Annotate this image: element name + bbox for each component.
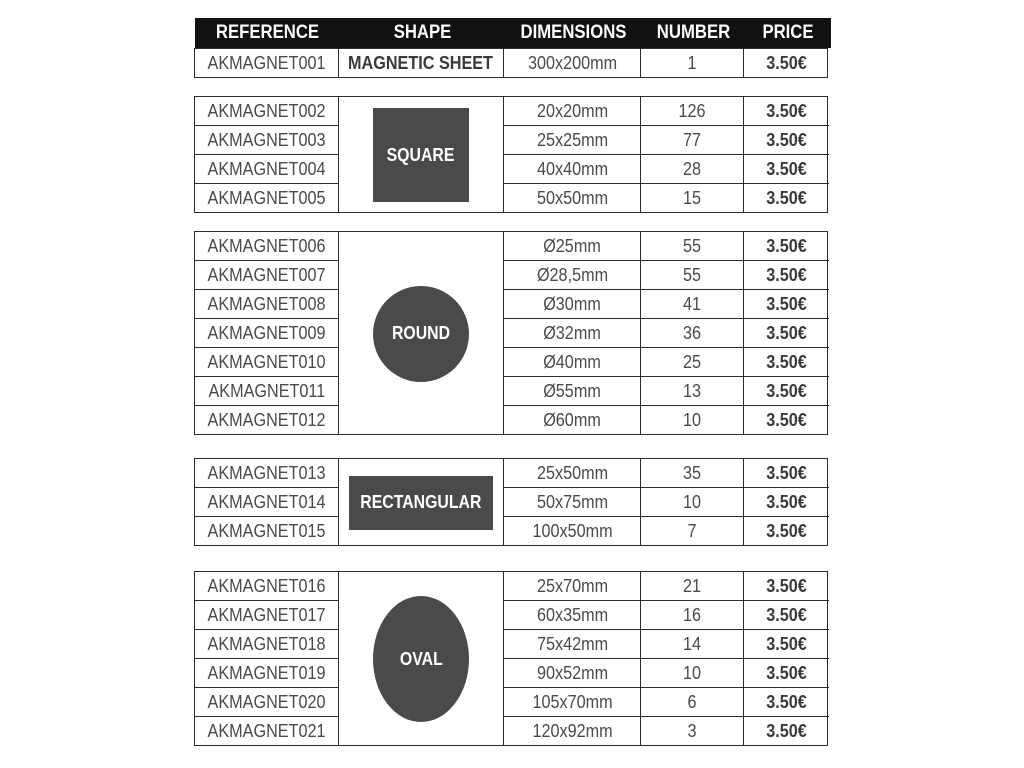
dimensions-cell-text: 25x70mm (536, 576, 609, 596)
round-shape-icon (373, 286, 469, 382)
shape-label-text: MAGNETIC SHEET (348, 53, 494, 73)
price-cell (744, 184, 829, 213)
number-cell-text: 126 (678, 101, 707, 121)
number-cell (641, 659, 744, 688)
reference-cell (195, 97, 338, 126)
reference-cell-text: AKMAGNET020 (207, 692, 326, 712)
reference-cell-text: AKMAGNET001 (207, 53, 326, 73)
number-cell-text: 16 (683, 605, 702, 625)
header-number: NUMBER (656, 22, 731, 43)
number-cell (641, 319, 744, 348)
dimensions-cell (504, 717, 641, 746)
number-cell-text: 7 (687, 521, 697, 541)
price-cell-text: 3.50€ (766, 130, 807, 150)
number-cell (641, 232, 744, 261)
price-cell-text: 3.50€ (766, 159, 807, 179)
dimensions-cell-text: 105x70mm (532, 692, 613, 712)
dimensions-cell (504, 572, 641, 601)
price-cell (744, 688, 829, 717)
number-cell-text: 25 (683, 352, 702, 372)
price-cell-text: 3.50€ (766, 265, 807, 285)
reference-cell-text: AKMAGNET014 (207, 492, 326, 512)
reference-cell (195, 488, 338, 517)
number-cell (641, 601, 744, 630)
number-cell (641, 184, 744, 213)
group-rect (194, 458, 828, 546)
price-cell-text: 3.50€ (766, 188, 807, 208)
reference-cell (195, 659, 338, 688)
dimensions-cell-text: 25x50mm (536, 463, 609, 483)
price-cell (744, 49, 829, 78)
price-cell (744, 517, 829, 546)
number-cell (641, 406, 744, 435)
dimensions-cell-text: 300x200mm (527, 53, 618, 73)
price-cell (744, 630, 829, 659)
reference-cell (195, 459, 338, 488)
dimensions-cell-text: 75x42mm (536, 634, 609, 654)
price-cell (744, 601, 829, 630)
number-cell (641, 717, 744, 746)
dimensions-cell-text: Ø40mm (543, 352, 602, 372)
price-cell (744, 126, 829, 155)
number-cell (641, 155, 744, 184)
number-cell (641, 126, 744, 155)
number-cell-text: 55 (683, 265, 702, 285)
price-cell (744, 232, 829, 261)
dimensions-cell-text: Ø25mm (543, 236, 602, 256)
price-cell-text: 3.50€ (766, 521, 807, 541)
price-cell-text: 3.50€ (766, 101, 807, 121)
number-cell-text: 6 (687, 692, 697, 712)
price-cell-text: 3.50€ (766, 721, 807, 741)
header-shape: SHAPE (393, 22, 452, 43)
dimensions-cell (504, 155, 641, 184)
price-cell-text: 3.50€ (766, 605, 807, 625)
number-cell (641, 488, 744, 517)
number-cell-text: 10 (683, 410, 702, 430)
price-cell-text: 3.50€ (766, 463, 807, 483)
reference-cell-text: AKMAGNET021 (207, 721, 326, 741)
price-cell-text: 3.50€ (766, 323, 807, 343)
oval-shape-icon (373, 596, 469, 722)
shape-cell (339, 49, 503, 78)
number-cell-text: 21 (683, 576, 702, 596)
price-cell (744, 97, 829, 126)
reference-cell (195, 572, 338, 601)
reference-cell (195, 155, 338, 184)
reference-cell (195, 319, 338, 348)
dimensions-cell (504, 601, 641, 630)
price-cell (744, 488, 829, 517)
price-cell (744, 319, 829, 348)
price-cell-text: 3.50€ (766, 410, 807, 430)
group-round (194, 231, 828, 435)
reference-cell-text: AKMAGNET010 (207, 352, 326, 372)
number-cell (641, 49, 744, 78)
price-cell (744, 717, 829, 746)
reference-cell-text: AKMAGNET016 (207, 576, 326, 596)
number-cell (641, 459, 744, 488)
number-cell (641, 377, 744, 406)
reference-cell (195, 377, 338, 406)
shape-label-magnetic-sheet (339, 49, 503, 78)
shape-cell (339, 232, 503, 435)
header-price: PRICE (762, 22, 814, 43)
shape-cell (339, 459, 503, 546)
reference-cell (195, 406, 338, 435)
price-cell (744, 377, 829, 406)
shape-label-text: ROUND (391, 323, 451, 343)
dimensions-cell-text: Ø32mm (543, 323, 602, 343)
shape-label-text: SQUARE (387, 144, 455, 165)
number-cell-text: 1 (687, 53, 697, 73)
dimensions-cell (504, 630, 641, 659)
price-cell (744, 459, 829, 488)
reference-cell-text: AKMAGNET004 (207, 159, 326, 179)
reference-cell (195, 630, 338, 659)
dimensions-cell (504, 126, 641, 155)
number-cell (641, 517, 744, 546)
reference-cell-text: AKMAGNET006 (207, 236, 326, 256)
price-cell (744, 261, 829, 290)
reference-cell-text: AKMAGNET017 (207, 605, 326, 625)
price-cell (744, 572, 829, 601)
number-cell (641, 97, 744, 126)
price-cell-text: 3.50€ (766, 294, 807, 314)
shape-cell (339, 572, 503, 746)
dimensions-cell-text: 20x20mm (536, 101, 609, 121)
reference-cell-text: AKMAGNET012 (207, 410, 326, 430)
dimensions-cell (504, 688, 641, 717)
price-cell-text: 3.50€ (766, 634, 807, 654)
number-cell-text: 14 (683, 634, 702, 654)
number-cell-text: 15 (683, 188, 702, 208)
price-cell-text: 3.50€ (766, 352, 807, 372)
square-shape-icon (373, 108, 469, 202)
number-cell (641, 572, 744, 601)
rectangular-shape-icon (349, 476, 493, 530)
reference-cell-text: AKMAGNET013 (207, 463, 326, 483)
price-cell-text: 3.50€ (766, 53, 807, 73)
reference-cell-text: AKMAGNET003 (207, 130, 326, 150)
reference-cell-text: AKMAGNET007 (207, 265, 326, 285)
number-cell-text: 3 (687, 721, 697, 741)
dimensions-cell (504, 406, 641, 435)
reference-cell-text: AKMAGNET008 (207, 294, 326, 314)
reference-cell (195, 232, 338, 261)
reference-cell-text: AKMAGNET019 (207, 663, 326, 683)
price-cell-text: 3.50€ (766, 663, 807, 683)
reference-cell (195, 517, 338, 546)
price-cell (744, 659, 829, 688)
number-cell (641, 261, 744, 290)
header-dimensions: DIMENSIONS (520, 22, 627, 43)
dimensions-cell-text: Ø30mm (543, 294, 602, 314)
number-cell (641, 688, 744, 717)
dimensions-cell (504, 184, 641, 213)
dimensions-cell-text: 60x35mm (536, 605, 609, 625)
price-cell (744, 290, 829, 319)
price-cell (744, 406, 829, 435)
reference-cell-text: AKMAGNET011 (208, 381, 325, 401)
shape-label-text: RECTANGULAR (360, 492, 482, 512)
price-cell-text: 3.50€ (766, 236, 807, 256)
number-cell-text: 41 (683, 294, 702, 314)
number-cell-text: 55 (683, 236, 702, 256)
dimensions-cell (504, 517, 641, 546)
number-cell-text: 36 (683, 323, 702, 343)
reference-cell-text: AKMAGNET002 (207, 101, 326, 121)
dimensions-cell (504, 49, 641, 78)
dimensions-cell (504, 97, 641, 126)
price-cell-text: 3.50€ (766, 492, 807, 512)
reference-cell-text: AKMAGNET015 (207, 521, 326, 541)
reference-cell (195, 261, 338, 290)
dimensions-cell (504, 261, 641, 290)
dimensions-cell-text: Ø55mm (543, 381, 602, 401)
reference-cell (195, 601, 338, 630)
dimensions-cell-text: 40x40mm (536, 159, 609, 179)
dimensions-cell (504, 377, 641, 406)
dimensions-cell (504, 348, 641, 377)
reference-cell (195, 290, 338, 319)
number-cell-text: 10 (683, 492, 702, 512)
number-cell-text: 77 (683, 130, 702, 150)
table-header (195, 18, 831, 48)
number-cell (641, 630, 744, 659)
number-cell (641, 348, 744, 377)
price-cell (744, 155, 829, 184)
price-cell (744, 348, 829, 377)
dimensions-cell (504, 290, 641, 319)
reference-cell (195, 688, 338, 717)
reference-cell-text: AKMAGNET018 (207, 634, 326, 654)
dimensions-cell-text: Ø28,5mm (536, 265, 609, 285)
dimensions-cell (504, 459, 641, 488)
group-sheet (194, 48, 828, 78)
reference-cell (195, 49, 338, 78)
header-reference: REFERENCE (215, 22, 320, 43)
dimensions-cell (504, 659, 641, 688)
dimensions-cell-text: 100x50mm (532, 521, 613, 541)
group-square (194, 96, 828, 213)
reference-cell-text: AKMAGNET005 (207, 188, 326, 208)
number-cell-text: 13 (683, 381, 702, 401)
dimensions-cell (504, 319, 641, 348)
shape-label-text: OVAL (399, 648, 443, 669)
reference-cell (195, 348, 338, 377)
dimensions-cell-text: 120x92mm (532, 721, 613, 741)
price-cell-text: 3.50€ (766, 692, 807, 712)
number-cell-text: 10 (683, 663, 702, 683)
reference-cell (195, 126, 338, 155)
group-oval (194, 571, 828, 746)
dimensions-cell-text: 90x52mm (536, 663, 609, 683)
number-cell (641, 290, 744, 319)
dimensions-cell-text: 25x25mm (536, 130, 609, 150)
reference-cell (195, 717, 338, 746)
price-cell-text: 3.50€ (766, 381, 807, 401)
dimensions-cell-text: Ø60mm (543, 410, 602, 430)
dimensions-cell (504, 232, 641, 261)
number-cell-text: 35 (683, 463, 702, 483)
dimensions-cell (504, 488, 641, 517)
number-cell-text: 28 (683, 159, 702, 179)
dimensions-cell-text: 50x75mm (536, 492, 609, 512)
price-cell-text: 3.50€ (766, 576, 807, 596)
shape-cell (339, 97, 503, 213)
reference-cell-text: AKMAGNET009 (207, 323, 326, 343)
reference-cell (195, 184, 338, 213)
dimensions-cell-text: 50x50mm (536, 188, 609, 208)
